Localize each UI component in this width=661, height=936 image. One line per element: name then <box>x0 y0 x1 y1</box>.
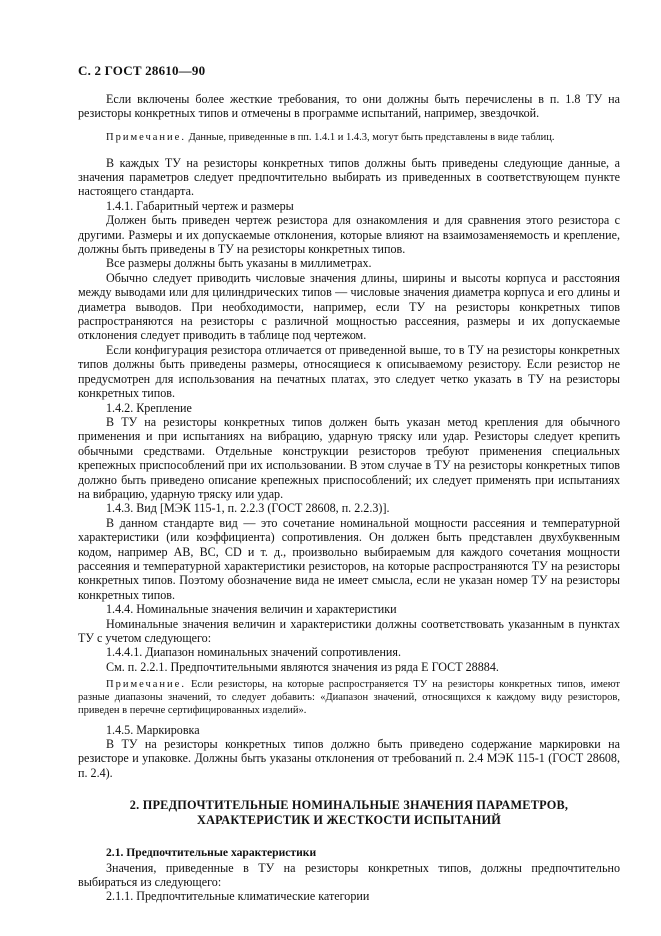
paragraph: Должен быть приведен чертеж резистора для ознакомления и для сравнения этого резистора с другими. Размеры и их допускаемые отклонения, которые влияют на взаимозаменяемость и крепление, должны быть приведены в ТУ на резисторы конкретных типов. <box>78 213 620 257</box>
clause-heading: 2.1.1. Предпочтительные климатические категории <box>106 889 370 904</box>
paragraph: Все размеры должны быть указаны в миллиметрах. <box>106 256 372 271</box>
section-title-line: ХАРАКТЕРИСТИК И ЖЕСТКОСТИ ИСПЫТАНИЙ <box>197 813 501 828</box>
paragraph: Обычно следует приводить числовые значения длины, ширины и высоты корпуса и расстояния между выводами или для цилиндрических типов — числовые значения диаметра корпуса и его длины и диаметра выводов. При необходимости, например, если ТУ на резисторы конкретных типов распространяются на резисторы с различной мощностью рассеяния, размеры и их допускаемые отклонения следует приводить в таблице под чертежом. <box>78 270 620 343</box>
paragraph: Номинальные значения величин и характеристики должны соответствовать указанным в пунктах ТУ с учетом следующего: <box>78 616 620 646</box>
note-text: Данные, приведенные в пп. 1.4.1 и 1.4.3, могут быть представлены в виде таблиц. <box>185 131 555 143</box>
document-body <box>78 92 620 904</box>
clause-heading: 1.4.1. Габаритный чертеж и размеры <box>106 198 294 213</box>
note-text: Если резисторы, на которые распространяется ТУ на резисторы конкретных типов, имеют разные диапазоны значений, то следует добавить: «Диапазон значений, относящихся к каждому виду резисторов, приведен в перечне сертифицированных изделий». <box>78 679 620 716</box>
clause-heading: 1.4.5. Маркировка <box>106 722 200 737</box>
section-title <box>78 798 620 828</box>
note-label: Примечание. <box>106 131 186 143</box>
paragraph: Если включены более жесткие требования, то они должны быть перечислены в п. 1.8 ТУ на резисторы конкретных типов и отмечены в программе испытаний, например, звездочкой. <box>78 92 620 121</box>
subsection-title: 2.1. Предпочтительные характеристики <box>106 846 317 860</box>
paragraph: В ТУ на резисторы конкретных типов должно быть приведено содержание маркировки на резисторе и упаковке. Должны быть указаны отклонения от требований п. 2.4 МЭК 115-1 (ГОСТ 28608, п. 2.4). <box>78 737 620 780</box>
clause-heading: 1.4.3. Вид [МЭК 115-1, п. 2.2.3 (ГОСТ 28608, п. 2.2.3)]. <box>106 501 390 516</box>
clause-heading: 1.4.4. Номинальные значения величин и характеристики <box>106 602 397 617</box>
page-header: С. 2 ГОСТ 28610—90 <box>78 63 206 78</box>
clause-heading: 1.4.4.1. Диапазон номинальных значений сопротивления. <box>106 645 401 660</box>
note <box>78 679 620 717</box>
paragraph: В данном стандарте вид — это сочетание номинальной мощности рассеяния и температурной характеристики (или коэффициента) сопротивления. Он должен быть представлен двухбуквенным кодом, например АВ, ВС, СD и т. д., произвольно выбираемым для каждого сочетания мощности рассеяния и температурной характеристики резисторов, на которые распространяются ТУ на резисторы конкретных типов. Поэтому обозначение вида не имеет смысла, если не указан номер ТУ на резисторы конкретных типов. <box>78 515 620 602</box>
note <box>78 132 620 145</box>
paragraph: В ТУ на резисторы конкретных типов должен быть указан метод крепления для обычного применения и при испытаниях на вибрацию, ударную тряску или удар. Резисторы следует крепить обычными средствами. Отдельные конструкции резисторов требуют применения специальных крепежных приспособлений при их использовании. В этом случае в ТУ на резисторы конкретных типов должно быть приведено описание крепежных приспособлений; их следует применять при испытаниях на вибрацию, ударную тряску или удар. <box>78 414 620 501</box>
note-label: Примечание. <box>106 679 186 691</box>
paragraph: См. п. 2.2.1. Предпочтительными являются значения из ряда Е ГОСТ 28884. <box>106 659 499 674</box>
section-title-line: 2. ПРЕДПОЧТИТЕЛЬНЫЕ НОМИНАЛЬНЫЕ ЗНАЧЕНИЯ ПАРАМЕТРОВ, <box>129 798 569 813</box>
paragraph: Значения, приведенные в ТУ на резисторы конкретных типов, должны предпочтительно выбираться из следующего: <box>78 860 620 890</box>
clause-heading: 1.4.2. Крепление <box>106 400 192 415</box>
paragraph: В каждых ТУ на резисторы конкретных типов должны быть приведены следующие данные, а значения параметров следует предпочтительно выбирать из приведенных в соответствующем пункте настоящего стандарта. <box>78 155 620 199</box>
paragraph: Если конфигурация резистора отличается от приведенной выше, то в ТУ на резисторы конкретных типов должны быть приведены размеры, относящиеся к описываемому резистору. Если резистор не предусмотрен для использования на печатных платах, это следует четко указать в ТУ на резисторы конкретных типов. <box>78 342 620 401</box>
